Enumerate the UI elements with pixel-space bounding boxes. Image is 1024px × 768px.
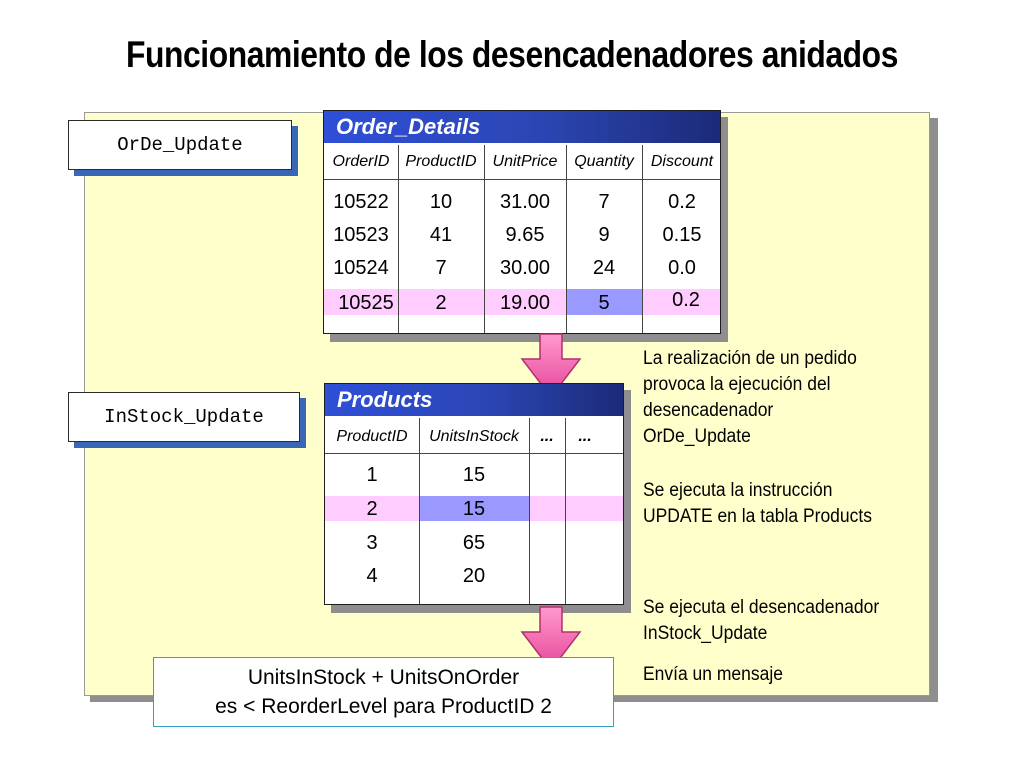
description-line: Envía un mensaje [643, 664, 783, 685]
table-cell: 31.00 [499, 191, 551, 213]
header-divider [324, 179, 721, 180]
table-cell: 10523 [333, 224, 389, 246]
table-cell: 10522 [333, 191, 389, 213]
page-title: Funcionamiento de los desencadenadores anidados [126, 34, 898, 75]
description-line: UPDATE en la tabla Products [643, 506, 872, 527]
table-cell: 7 [598, 191, 610, 213]
table-cell: 15 [462, 498, 486, 520]
order-details-table [323, 110, 721, 334]
table-cell: 19.00 [499, 292, 551, 314]
table-cell: 3 [366, 532, 378, 554]
column-header: ProductID [336, 428, 408, 445]
table-cell: 65 [462, 532, 486, 554]
table-cell: 41 [429, 224, 453, 246]
instock-update-trigger: InStock_Update [68, 392, 300, 442]
table-cell: 20 [462, 565, 486, 587]
message-box [153, 657, 614, 727]
description-line: Se ejecuta el desencadenador [643, 597, 880, 618]
table-cell: 4 [366, 565, 378, 587]
step-description [643, 662, 783, 688]
table-cell: 0.2 [668, 191, 696, 213]
column-header: OrderID [332, 153, 390, 170]
table-cell: 30.00 [499, 257, 551, 279]
column-divider [565, 418, 566, 605]
description-line: desencadenador [643, 400, 774, 421]
table-cell: 9.65 [505, 224, 545, 246]
table-cell: 0.2 [672, 289, 700, 311]
table-cell: 10 [429, 191, 453, 213]
header-divider [325, 453, 624, 454]
description-line: La realización de un pedido [643, 348, 857, 369]
column-header: Discount [650, 153, 714, 170]
description-line: InStock_Update [643, 623, 768, 644]
table-cell: 10524 [333, 257, 389, 279]
table-cell: 9 [598, 224, 610, 246]
column-header: UnitPrice [492, 153, 558, 170]
description-line: Se ejecuta la instrucción [643, 480, 833, 501]
step-description [643, 595, 879, 647]
table-cell: 0.15 [662, 224, 702, 246]
orde-update-trigger: OrDe_Update [68, 120, 292, 170]
table-cell: 1 [366, 464, 378, 486]
table-cell: 0.0 [668, 257, 696, 279]
column-header: ... [578, 428, 592, 445]
table-cell: 7 [435, 257, 447, 279]
column-divider [529, 418, 530, 605]
message-line: es < ReorderLevel para ProductID 2 [215, 695, 552, 718]
message-line: UnitsInStock + UnitsOnOrder [247, 666, 520, 689]
table-cell: 2 [435, 292, 447, 314]
column-header: ProductID [405, 153, 477, 170]
table-cell: 5 [598, 292, 610, 314]
products-title: Products [325, 384, 623, 416]
step-description [643, 346, 857, 450]
products-table [324, 383, 624, 605]
table-cell: 10525 [338, 292, 394, 314]
order-details-title: Order_Details [324, 111, 720, 143]
table-cell: 24 [592, 257, 616, 279]
column-header: ... [540, 428, 554, 445]
description-line: provoca la ejecución del [643, 374, 831, 395]
table-cell: 15 [462, 464, 486, 486]
step-description [643, 478, 872, 530]
column-header: UnitsInStock [429, 428, 519, 445]
column-header: Quantity [574, 153, 634, 170]
description-line: OrDe_Update [643, 426, 751, 447]
table-cell: 2 [366, 498, 378, 520]
